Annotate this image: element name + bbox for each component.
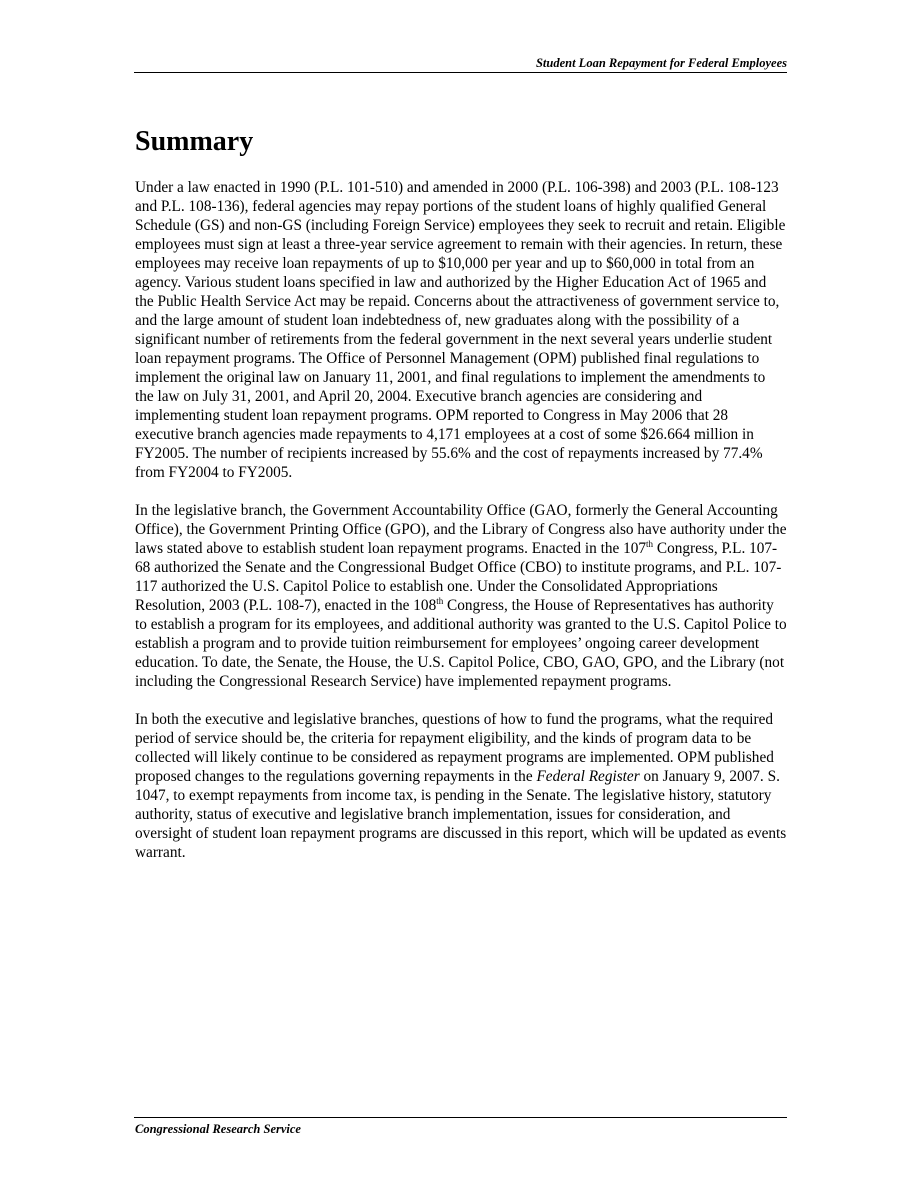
paragraph-2-part-b: Congress, P.L. 107-68 authorized the Senate and the Congressional Budget Office (CBO) to institute programs, and P.L. 107-117 authorized the U.S. Capitol Police to establish one. Under the Consolidated Appropriations Resolution, 2003 (P.L. 108-7), enacted in the 108 [135, 540, 782, 614]
paragraph-3-part-a: In both the executive and legislative branches, questions of how to fund the programs, what the required period of service should be, the criteria for repayment eligibility, and the kinds of program data to be collected will likely continue to be considered as repayment programs are implemented. OPM published proposed changes to the regulations governing repayments in the [135, 711, 774, 785]
paragraph-3-part-b: on January 9, 2007. S. 1047, to exempt repayments from income tax, is pending in the Senate. The legislative history, statutory authority, status of executive and legislative branch implementation, issues for consideration, and oversight of student loan repayment programs are discussed in this report, which will be updated as events warrant. [135, 768, 787, 861]
paragraph-2-part-c: Congress, the House of Representatives has authority to establish a program for its employees, and additional authority was granted to the U.S. Capitol Police to establish a program and to provide tuition reimbursement for employees’ ongoing career development education. To date, the Senate, the House, the U.S. Capitol Police, CBO, GAO, GPO, and the Library (not including the Congressional Research Service) have implemented repayment programs. [135, 597, 787, 690]
summary-paragraph-3 [135, 710, 787, 862]
header-rule [134, 72, 787, 73]
running-header: Student Loan Repayment for Federal Employees [535, 56, 787, 70]
page-title: Summary [135, 126, 254, 157]
federal-register-citation: Federal Register [536, 768, 640, 785]
summary-body [135, 178, 787, 881]
ordinal-superscript: th [646, 538, 654, 549]
summary-paragraph-1: Under a law enacted in 1990 (P.L. 101-510) and amended in 2000 (P.L. 106-398) and 2003 (P.L. 108-123 and P.L. 108-136), federal agencies may repay portions of the student loans of highly qualified General Schedule (GS) and non-GS (including Foreign Service) employees they seek to recruit and retain. Eligible employees must sign at least a three-year service agreement to remain with their agencies. In return, these employees may receive loan repayments of up to $10,000 per year and up to $60,000 in total from an agency. Various student loans specified in law and authorized by the Higher Education Act of 1965 and the Public Health Service Act may be repaid. Concerns about the attractiveness of government service to, and the large amount of student loan indebtedness of, new graduates along with the possibility of a significant number of retirements from the federal government in the next several years underlie student loan repayment programs. The Office of Personnel Management (OPM) published final regulations to implement the original law on January 11, 2001, and final regulations to implement the amendments to the law on July 31, 2001, and April 20, 2004. Executive branch agencies are considering and implementing student loan repayment programs. OPM reported to Congress in May 2006 that 28 executive branch agencies made repayments to 4,171 employees at a cost of some $26.664 million in FY2005. The number of recipients increased by 55.6% and the cost of repayments increased by 77.4% from FY2004 to FY2005. [135, 179, 786, 481]
footer-rule [134, 1117, 787, 1118]
summary-paragraph-2 [135, 501, 787, 691]
paragraph-2-part-a: In the legislative branch, the Government Accountability Office (GAO, formerly the General Accounting Office), the Government Printing Office (GPO), and the Library of Congress also have authority under the laws stated above to establish student loan repayment programs. Enacted in the 107 [135, 502, 787, 557]
running-footer: Congressional Research Service [135, 1122, 301, 1136]
ordinal-superscript: th [436, 595, 444, 606]
